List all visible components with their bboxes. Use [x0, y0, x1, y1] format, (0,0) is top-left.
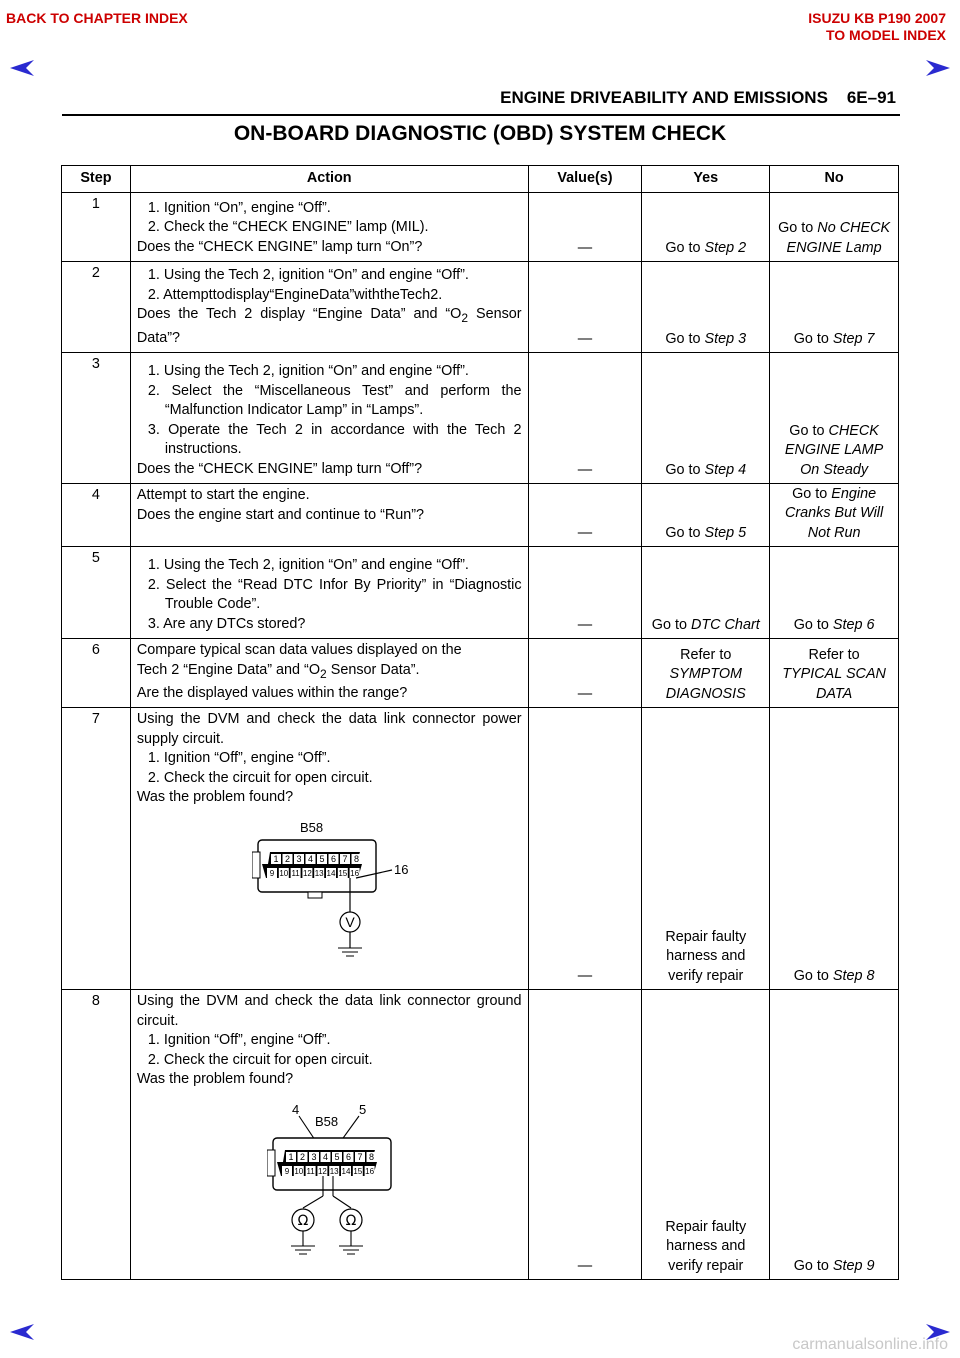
page-number: 6E–91: [846, 88, 896, 107]
header-values: Value(s): [528, 166, 642, 193]
action-question: Was the problem found?: [136, 789, 294, 806]
yes-cell: Repair faulty harness and verify repair: [642, 708, 770, 990]
pin-number: 14: [326, 868, 336, 878]
header-yes: Yes: [642, 166, 770, 193]
action-cell: [130, 639, 528, 708]
line-text: Tech 2 “Engine Data” and “O: [136, 661, 321, 678]
yes-link[interactable]: Step 3: [704, 330, 747, 347]
header-no: No: [770, 166, 899, 193]
pin-number: 9: [269, 868, 275, 878]
no-link[interactable]: Step 6: [832, 616, 875, 633]
ground-test-diagram: [267, 1100, 407, 1262]
pin-4-label: 4: [291, 1101, 300, 1117]
pin-number: 2: [284, 853, 290, 864]
action-item: 2. Check the circuit for open circuit.: [147, 769, 373, 786]
no-link[interactable]: No CHECK ENGINE Lamp: [786, 220, 891, 256]
pin-number: 7: [342, 853, 348, 864]
pin-16-label: 16: [393, 861, 409, 877]
action-item: 2. Select the “Miscellaneous Test” and perform the “Malfunction Indicator Lamp” in “Lamps”.: [147, 382, 522, 418]
action-question: [137, 305, 522, 348]
pin-number: 4: [322, 1151, 328, 1162]
yes-link[interactable]: SYMPTOM DIAGNOSIS: [665, 666, 746, 702]
table-row: [62, 262, 899, 353]
probe-wire-b2: [333, 1196, 351, 1208]
no-link[interactable]: CHECK ENGINE LAMP On Steady: [784, 422, 884, 478]
no-prefix: Go to: [789, 422, 829, 439]
model-index-links: [808, 10, 946, 44]
section-header: [500, 88, 896, 108]
pin-number: 9: [284, 1166, 290, 1176]
pin-number: 12: [317, 1166, 327, 1176]
action-item: 2. Select the “Read DTC Infor By Priority” in “Diagnostic Trouble Code”.: [147, 576, 522, 612]
value-cell: —: [528, 484, 642, 547]
question-text-end: Sensor Data”?: [136, 306, 522, 346]
pin-number: 4: [307, 853, 313, 864]
pin-number: 16: [365, 1166, 374, 1176]
pin-number: 3: [296, 853, 302, 864]
action-cell: [130, 484, 528, 547]
back-to-chapter-index-link[interactable]: BACK TO CHAPTER INDEX: [6, 10, 188, 26]
step-number: 6: [62, 639, 131, 708]
value-cell: —: [528, 990, 642, 1280]
yes-cell: [642, 193, 770, 262]
connector-label: B58: [299, 819, 323, 835]
connector-latch: [267, 1150, 275, 1176]
step-number: 3: [62, 353, 131, 484]
step-number: 2: [62, 262, 131, 353]
no-link[interactable]: TYPICAL SCAN DATA: [782, 666, 886, 702]
yes-link[interactable]: Step 2: [704, 239, 747, 256]
action-cell: [130, 547, 528, 639]
no-prefix: Refer to: [808, 646, 860, 663]
action-question: Are the displayed values within the range?: [136, 684, 408, 701]
action-item: 2. Check the “CHECK ENGINE” lamp (MIL).: [147, 219, 429, 235]
action-line: Compare typical scan data values displayed on the: [136, 642, 462, 658]
action-cell: [130, 708, 528, 990]
step-number: 8: [62, 990, 131, 1280]
pin-number: 10: [279, 868, 289, 878]
action-item: 1. Ignition “Off”, engine “Off”.: [147, 750, 331, 767]
yes-cell: [642, 353, 770, 484]
value-cell: —: [528, 262, 642, 353]
ohm-symbol: Ω: [297, 1212, 309, 1229]
pin-number: 12: [302, 868, 312, 878]
pin-number: 10: [294, 1166, 304, 1176]
pin-5-label: 5: [358, 1101, 367, 1117]
voltmeter-symbol: V: [345, 913, 355, 930]
yes-prefix: Refer to: [680, 646, 732, 663]
pin-number: 11: [291, 868, 300, 878]
pin-number: 2: [299, 1151, 305, 1162]
value-cell: —: [528, 547, 642, 639]
value-cell: —: [528, 353, 642, 484]
pin-number: 11: [306, 1166, 315, 1176]
ground-icon: [339, 1246, 363, 1254]
yes-prefix: Go to: [665, 239, 705, 256]
line-text-end: Sensor Data”.: [326, 661, 420, 678]
connector-latch: [252, 852, 260, 878]
action-item: 1. Using the Tech 2, ignition “On” and engine “Off”.: [147, 363, 469, 379]
no-link[interactable]: Step 9: [832, 1257, 875, 1274]
voltage-test-diagram: [252, 816, 412, 966]
pin-number: 13: [329, 1166, 339, 1176]
ohm-symbol: Ω: [345, 1212, 357, 1229]
pin-number: 5: [334, 1151, 340, 1162]
no-prefix: Go to: [793, 330, 833, 347]
step-number: 1: [62, 193, 131, 262]
yes-prefix: Go to: [651, 616, 691, 633]
pin-number: 8: [353, 853, 359, 864]
yes-cell: [642, 484, 770, 547]
value-cell: —: [528, 639, 642, 708]
no-prefix: Go to: [792, 485, 832, 502]
page-title: ON-BOARD DIAGNOSTIC (OBD) SYSTEM CHECK: [233, 122, 727, 145]
action-question: Was the problem found?: [136, 1071, 294, 1088]
action-item: 2. Check the circuit for open circuit.: [147, 1051, 373, 1068]
connector-label: B58: [314, 1113, 338, 1129]
action-item: 2. Attempttodisplay“EngineData”withtheTech2.: [147, 286, 443, 303]
action-cell: [130, 353, 528, 484]
pin-number: 3: [311, 1151, 317, 1162]
action-question: Does the engine start and continue to “Run”?: [136, 506, 425, 523]
table-row: [62, 708, 899, 990]
action-intro: Using the DVM and check the data link connector ground circuit.: [136, 993, 522, 1029]
to-model-index-link[interactable]: TO MODEL INDEX: [825, 27, 946, 43]
pin-number: 15: [338, 868, 348, 878]
pin-number: 5: [319, 853, 325, 864]
value-cell: —: [528, 708, 642, 990]
header-rule: [62, 114, 900, 116]
watermark: carmanualsonline.info: [792, 1336, 948, 1353]
no-cell: [770, 262, 899, 353]
action-line: Attempt to start the engine.: [136, 487, 310, 503]
no-cell: [770, 708, 899, 990]
no-prefix: Go to: [793, 616, 833, 633]
connector-key: [308, 892, 322, 898]
table-row: [62, 639, 899, 708]
action-item: 1. Ignition “Off”, engine “Off”.: [147, 1032, 331, 1049]
no-cell: [770, 353, 899, 484]
header-action: Action: [130, 166, 528, 193]
pin-number: 6: [330, 853, 336, 864]
yes-link[interactable]: DTC Chart: [690, 616, 760, 633]
yes-cell: [642, 547, 770, 639]
pin-number: 8: [368, 1151, 374, 1162]
model-title-link[interactable]: ISUZU KB P190 2007: [808, 10, 946, 26]
yes-link[interactable]: Step 4: [704, 461, 747, 478]
no-cell: [770, 639, 899, 708]
prev-page-arrow-bottom-icon[interactable]: [8, 1322, 36, 1342]
step-number: 5: [62, 547, 131, 639]
question-text: Does the Tech 2 display “Engine Data” and “O: [136, 306, 462, 323]
no-link[interactable]: Step 8: [832, 967, 875, 984]
table-row: [62, 193, 899, 262]
action-question: Does the “CHECK ENGINE” lamp turn “On”?: [136, 238, 423, 255]
action-item: 3. Operate the Tech 2 in accordance with the Tech 2 instructions.: [147, 421, 522, 457]
no-cell: [770, 193, 899, 262]
table-row: [62, 353, 899, 484]
action-line: [137, 661, 522, 684]
no-prefix: Go to: [778, 220, 818, 236]
no-prefix: Go to: [793, 967, 833, 984]
action-question: Does the “CHECK ENGINE” lamp turn “Off”?: [136, 460, 423, 477]
yes-link[interactable]: Step 5: [704, 524, 747, 541]
action-intro: Using the DVM and check the data link connector power supply circuit.: [136, 711, 522, 747]
action-item: 3. Are any DTCs stored?: [147, 615, 306, 632]
subscript: 2: [461, 311, 469, 325]
probe-wire-a2: [303, 1196, 323, 1208]
no-link[interactable]: Step 7: [832, 330, 875, 347]
ground-icon: [291, 1246, 315, 1254]
prev-page-arrow-icon[interactable]: [8, 58, 36, 78]
no-cell: [770, 484, 899, 547]
yes-prefix: Go to: [665, 461, 705, 478]
next-page-arrow-icon[interactable]: [924, 58, 952, 78]
table-row: [62, 990, 899, 1280]
pin-number: 6: [345, 1151, 351, 1162]
pin-number: 1: [273, 853, 279, 864]
diagnostic-table: [61, 165, 899, 1280]
no-cell: [770, 990, 899, 1280]
no-link[interactable]: Engine Cranks But Will Not Run: [784, 485, 884, 541]
action-cell: [130, 990, 528, 1280]
yes-cell: [642, 639, 770, 708]
no-prefix: Go to: [793, 1257, 833, 1274]
yes-prefix: Go to: [665, 524, 705, 541]
action-item: 1. Using the Tech 2, ignition “On” and engine “Off”.: [147, 267, 469, 284]
section-name: ENGINE DRIVEABILITY AND EMISSIONS: [500, 88, 828, 107]
table-header-row: [62, 166, 899, 193]
action-item: 1. Ignition “On”, engine “Off”.: [147, 199, 331, 216]
action-cell: [130, 193, 528, 262]
pin-number: 1: [288, 1151, 294, 1162]
step-number: 4: [62, 484, 131, 547]
value-cell: —: [528, 193, 642, 262]
pin-number: 7: [357, 1151, 363, 1162]
pin-number: 16: [350, 868, 359, 878]
no-cell: [770, 547, 899, 639]
ground-icon: [338, 948, 362, 956]
subscript: 2: [320, 666, 327, 681]
action-item: 1. Using the Tech 2, ignition “On” and engine “Off”.: [147, 557, 469, 573]
table-row: [62, 547, 899, 639]
step-number: 7: [62, 708, 131, 990]
yes-cell: Repair faulty harness and verify repair: [642, 990, 770, 1280]
pin-number: 15: [353, 1166, 363, 1176]
action-cell: [130, 262, 528, 353]
table-row: [62, 484, 899, 547]
pin-number: 13: [314, 868, 324, 878]
pin-number: 14: [341, 1166, 351, 1176]
header-step: Step: [62, 166, 131, 193]
yes-prefix: Go to: [665, 330, 705, 347]
yes-cell: [642, 262, 770, 353]
